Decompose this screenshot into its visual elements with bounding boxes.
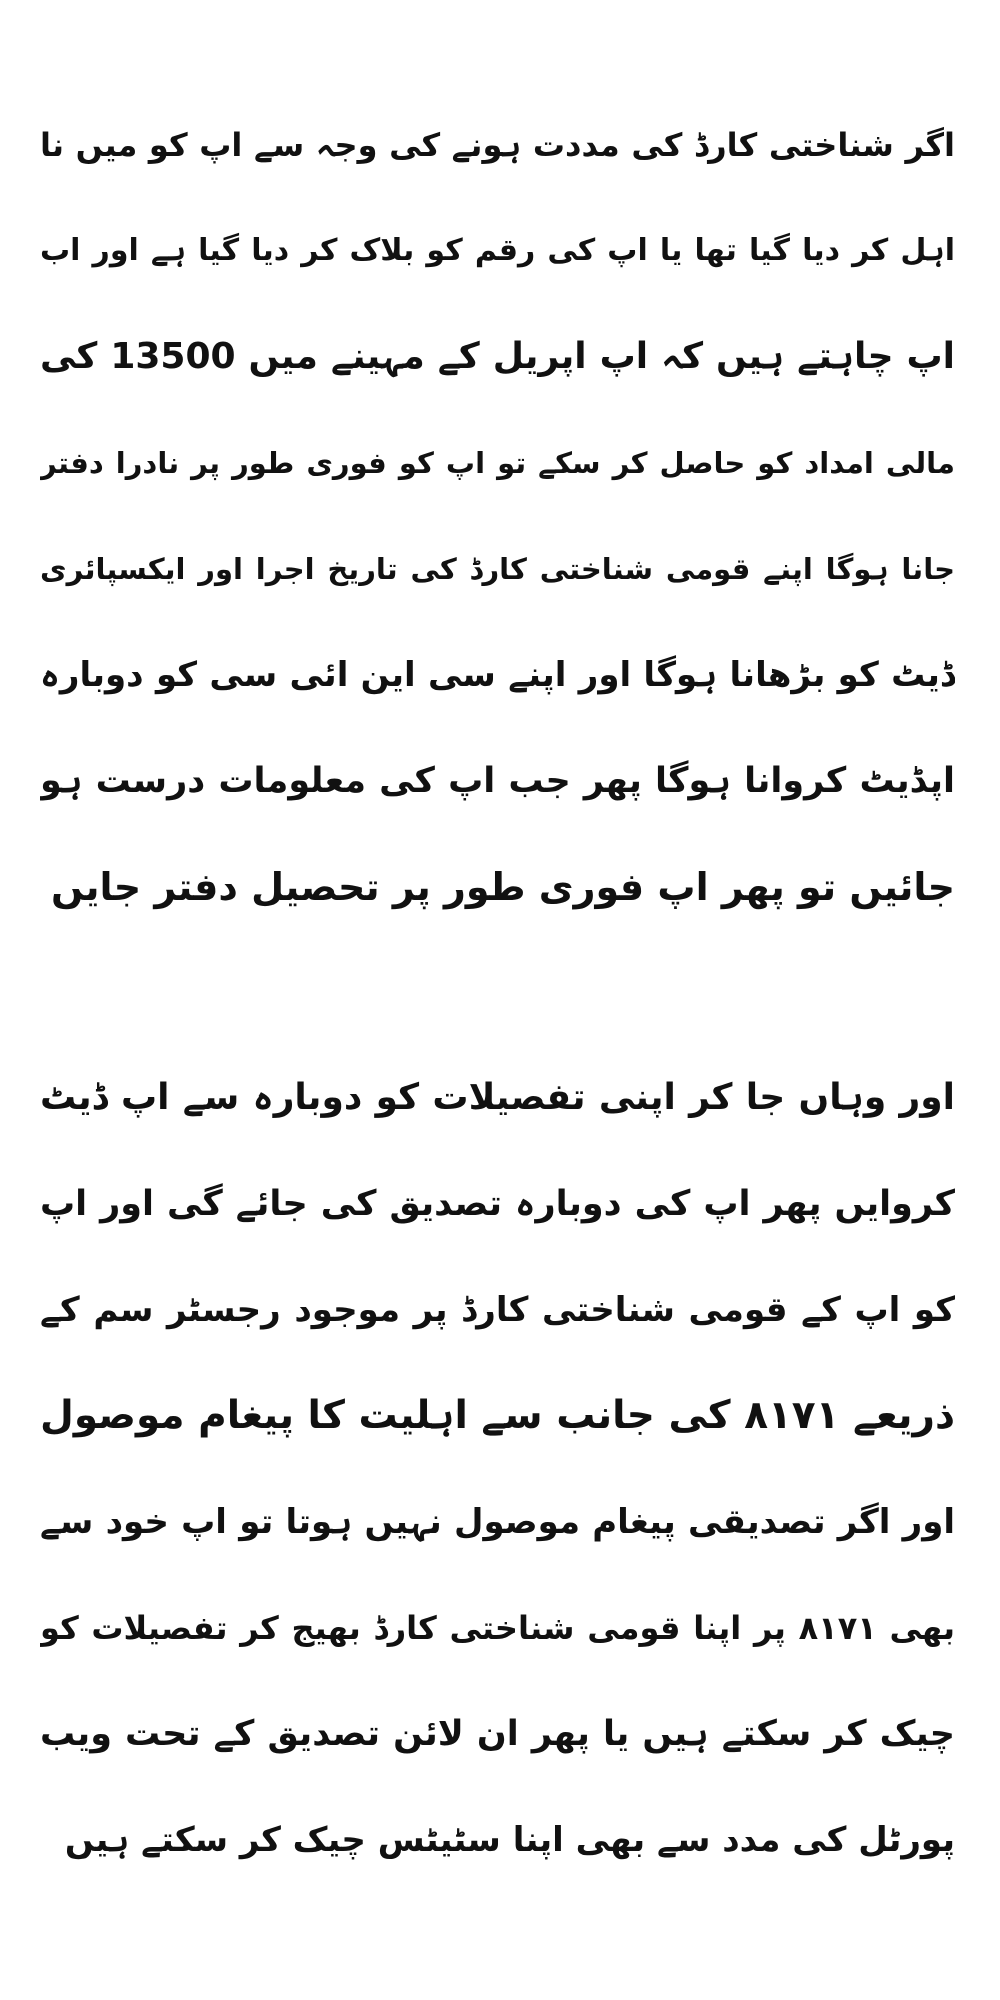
text-line: اپ چاہتے ہیں کہ اپ اپریل کے مہینے میں 13500 کی <box>40 336 955 377</box>
text-line: کروایں پھر اپ کی دوبارہ تصدیق کی جائے گی اور اپ <box>40 1184 955 1224</box>
text-line: اپڈیٹ کروانا ہوگا پھر جب اپ کی معلومات درست ہو <box>40 761 955 801</box>
paragraph-2 <box>40 1045 955 1893</box>
paragraph-1 <box>40 92 955 940</box>
text-line: کو اپ کے قومی شناختی کارڈ پر موجود رجسٹر سم کے <box>40 1290 955 1330</box>
text-line: ذریعے ٨١٧١ کی جانب سے اہلیت کا پیغام موصول <box>40 1393 955 1438</box>
text-line: پورٹل کی مدد سے بھی اپنا سٹیٹس چیک کر سکتے ہیں <box>64 1820 955 1860</box>
text-line: چیک کر سکتے ہیں یا پھر ان لائن تصدیق کے تحت ویب <box>40 1714 955 1754</box>
text-line: بھی ٨١٧١ پر اپنا قومی شناختی کارڈ بھیج کر تفصیلات کو <box>40 1609 955 1647</box>
text-line: ڈیٹ کو بڑھانا ہوگا اور اپنے سی این ائی سی کو دوبارہ <box>40 655 955 695</box>
text-line: اور وہاں جا کر اپنی تفصیلات کو دوبارہ سے اپ ڈیٹ <box>40 1077 955 1118</box>
text-line: اگر شناختی کارڈ کی مددت ہونے کی وجہ سے اپ کو میں نا <box>40 126 955 164</box>
text-line: جانا ہوگا اپنے قومی شناختی کارڈ کی تاریخ اجرا اور ایکسپائری <box>40 552 955 586</box>
text-line: اہل کر دیا گیا تھا یا اپ کی رقم کو بلاک کر دیا گیا ہے اور اب <box>40 233 955 268</box>
text-line: مالی امداد کو حاصل کر سکے تو اپ کو فوری طور پر نادرا دفتر <box>40 446 955 480</box>
text-line: جائیں تو پھر اپ فوری طور پر تحصیل دفتر جایں <box>51 865 955 909</box>
text-line: اور اگر تصدیقی پیغام موصول نہیں ہوتا تو اپ خود سے <box>40 1502 955 1542</box>
